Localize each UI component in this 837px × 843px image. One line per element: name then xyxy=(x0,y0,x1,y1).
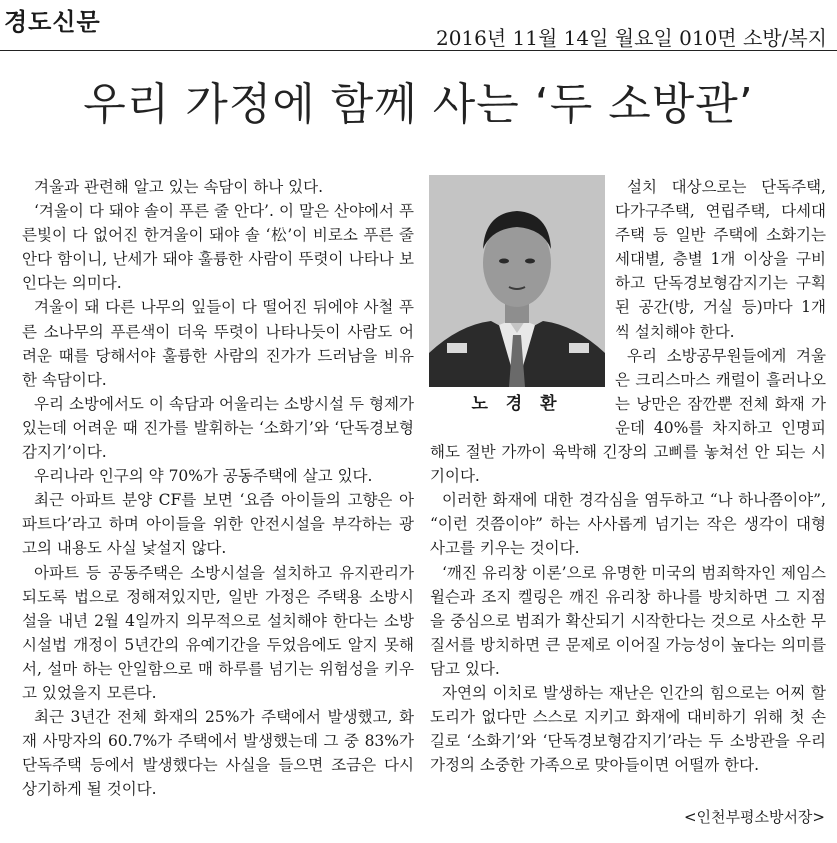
header-rule xyxy=(0,50,837,51)
right-paragraph-4: ‘깨진 유리창 이론’으로 유명한 미국의 범죄학자인 제임스 윌슨과 조지 켈링은 깨진 유리창 하나를 방치하면 그 지점을 중심으로 범죄가 확산되기 시작한다는 것으로 사소한 무질서를 방치하면 큰 문제로 이어질 가능성이 높다는 의미를 담고 있다. xyxy=(430,563,826,678)
left-paragraph-6: 최근 아파트 분양 CF를 보면 ‘요즘 아이들의 고향은 아파트다’라고 하며 아이들을 위한 안전시설을 부각하는 광고의 내용도 사실 낯설지 않다. xyxy=(22,491,414,558)
left-paragraph-3: 겨울이 돼 다른 나무의 잎들이 다 떨어진 뒤에야 사철 푸른 소나무의 푸른색이 더욱 뚜렷이 나타나듯이 사람도 어려운 때를 당해서야 훌륭한 사람의 진가가 드러남을 비유한 속담이다. xyxy=(22,298,414,389)
left-paragraph-8: 최근 3년간 전체 화재의 25%가 주택에서 발생했고, 화재 사망자의 60.7%가 주택에서 발생했는데 그 중 83%가 단독주택 등에서 발생했다는 사실을 들으면 조금은 다시 상기하게 될 것이다. xyxy=(22,708,414,799)
right-paragraph-3: 이러한 화재에 대한 경각심을 염두하고 “나 하나쯤이야”, “이런 것쯤이야” 하는 사사롭게 넘기는 작은 생각이 대형 사고를 키우는 것이다. xyxy=(430,491,826,558)
author-portrait-image xyxy=(429,175,605,387)
right-paragraph-2: 우리 소방공무원들에게 겨울은 크리스마스 캐럴이 흘러나오는 낭만은 잠깐뿐 전체 화재 가운데 40%를 차지하고 인명피해도 절반 가까이 육박해 긴장의 고삐를 놓쳐선 안 되는 시기이다. xyxy=(430,346,826,486)
newspaper-name: 경도신문 xyxy=(4,8,101,36)
right-paragraph-5: 자연의 이치로 발생하는 재난은 인간의 힘으로는 어찌 할 도리가 없다만 스스로 지키고 화재에 대비하기 위해 첫 손길로 ‘소화기’와 ‘단독경보형감지기’라는 두 소방관을 우리 가정의 소중한 가족으로 맞아들이면 어떨까 한다. xyxy=(430,683,826,775)
author-signature: <인천부평소방서장> xyxy=(683,808,825,826)
article-headline: 우리 가정에 함께 사는 ‘두 소방관’ xyxy=(83,79,754,130)
left-paragraph-4: 우리 소방에서도 이 속담과 어울리는 소방시설 두 형제가 있는데 어려운 때 진가를 발휘하는 ‘소화기’와 ‘단독경보형감지기’이다. xyxy=(22,394,414,462)
left-column xyxy=(22,175,414,801)
right-column xyxy=(430,175,826,777)
dateline: 2016년 11월 14일 월요일 010면 소방/복지 xyxy=(435,26,827,50)
author-photo xyxy=(429,175,605,387)
author-name: 노 경 환 xyxy=(471,394,563,414)
left-paragraph-7: 아파트 등 공동주택은 소방시설을 설치하고 유지관리가 되도록 법으로 정해져있지만, 일반 가정은 주택용 소방시설을 내년 2월 4일까지 의무적으로 설치해야 한다는 소방 시설법 개정이 5년간의 유예기간을 두었음에도 알지 못해서, 설마 하는 안일함으로 매 하루를 넘기는 위험성을 키우고 있었을지 모른다. xyxy=(22,563,414,702)
left-paragraph-2: ‘겨울이 다 돼야 솔이 푸른 줄 안다’. 이 말은 산야에서 푸른빛이 다 없어진 한겨울이 돼야 솔 ‘松’이 비로소 푸른 줄 안다 함이니, 난세가 돼야 훌륭한 사람이 뚜렷이 나타나 보인다는 의미다. xyxy=(22,202,414,293)
right-paragraph-1: 설치 대상으로는 단독주택, 다가구주택, 연립주택, 다세대주택 등 일반 주택에 소화기는 세대별, 층별 1개 이상을 구비하고 단독경보형감지기는 구획된 공간(방, 거실 등)마다 1개씩 설치해야 한다. xyxy=(615,178,826,341)
left-paragraph-5: 우리나라 인구의 약 70%가 공동주택에 살고 있다. xyxy=(34,467,373,486)
left-paragraph-1: 겨울과 관련해 알고 있는 속담이 하나 있다. xyxy=(34,178,324,196)
